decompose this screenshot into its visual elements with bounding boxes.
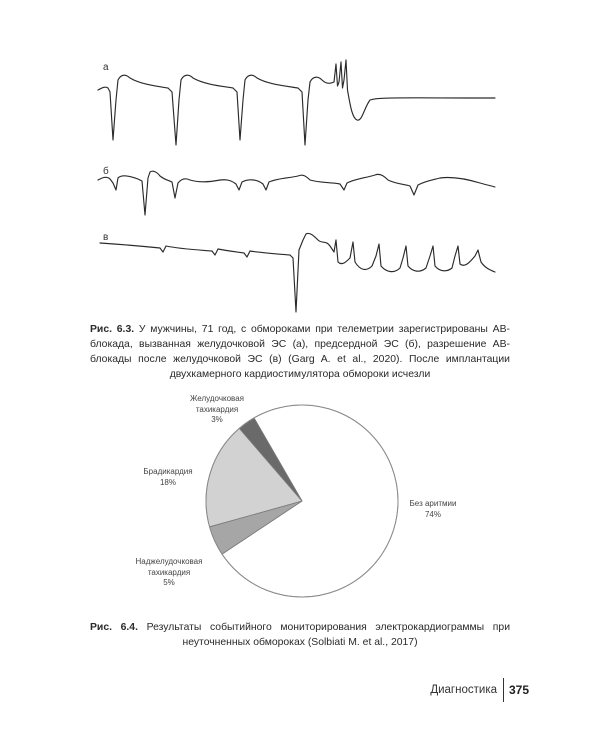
figure-6-3-caption (90, 322, 510, 382)
ecg-figure (0, 0, 600, 330)
trace-label-a: а (103, 62, 109, 73)
pie-label-value: 3% (211, 415, 223, 424)
pie-label-ventricular-tachycardia (180, 394, 254, 426)
pie-label-value: 18% (159, 477, 176, 487)
trace-label-b: б (103, 166, 109, 177)
ecg-trace-v (100, 233, 495, 312)
ecg-trace-a (98, 60, 495, 145)
footer-divider (503, 678, 504, 702)
page-number: 375 (509, 683, 530, 697)
pie-label-name: Желудочковая тахикардия (190, 394, 244, 414)
pie-label-supraventricular-tachycardia (126, 557, 212, 589)
pie-label-name: Брадикардия (143, 467, 193, 476)
pie-label-value: 5% (163, 578, 175, 587)
pie-label-no-arrhythmia (398, 499, 468, 520)
pie-label-bradycardia (133, 467, 203, 488)
pie-chart (195, 400, 410, 605)
figure-6-3-caption-text: У мужчины, 71 год, с обмороками при телеметрии зарегистрированы АВ-блокада, вызванная желудочковой ЭС (а), предсердной ЭС (б), разрешение АВ-блокады после желудочковой ЭС (в) (Garg A. et al., 2020). После имплантации двухкамерного кардиостимулятора обмороки исчезли (90, 324, 510, 380)
pie-label-value: 74% (424, 509, 441, 519)
figure-6-4-number: Рис. 6.4. (90, 622, 138, 633)
running-footer-section: Диагностика (430, 684, 497, 696)
figure-6-3-number: Рис. 6.3. (90, 324, 135, 335)
trace-label-v: в (103, 232, 109, 243)
figure-6-4-caption-text: Результаты событийного мониторирования электрокардиограммы при неуточненных обмороках (Solbiati M. et al., 2017) (146, 622, 511, 648)
pie-label-name: Наджелудочковая тахикардия (135, 557, 203, 577)
ecg-trace-b (98, 171, 495, 215)
figure-6-4-caption (90, 620, 510, 650)
pie-label-name: Без аритмии (409, 499, 457, 508)
